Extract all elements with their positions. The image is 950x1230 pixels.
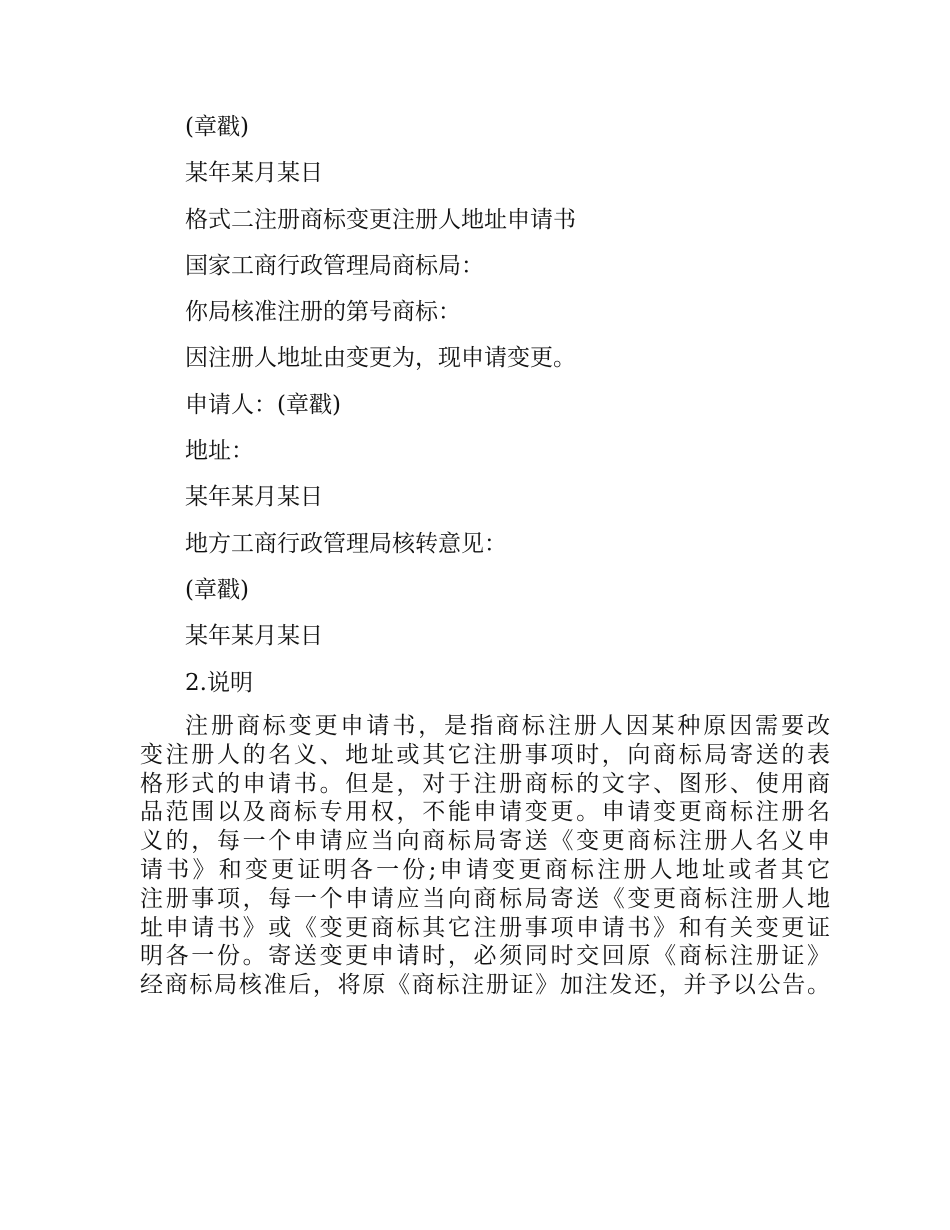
applicant-line: 申请人：(章戳): [185, 391, 341, 418]
addressee-line: 国家工商行政管理局商标局：: [185, 252, 484, 279]
paragraph-line: 格形式的申请书。但是，对于注册商标的文字、图形、使用商: [140, 770, 830, 797]
address-line: 地址：: [185, 438, 254, 465]
seal-line: (章戳): [185, 114, 249, 140]
paragraph-line: 经商标局核准后，将原《商标注册证》加注发还，并予以公告。: [140, 972, 830, 999]
paragraph-line: 注册商标变更申请书，是指商标注册人因某种原因需要改: [185, 713, 830, 739]
paragraph-line: 注册事项，每一个申请应当向商标局寄送《变更商标注册人地: [140, 885, 830, 912]
section-heading: 2.说明: [185, 669, 253, 696]
paragraph-line: 品范围以及商标专用权，不能申请变更。申请变更商标注册名: [140, 799, 830, 826]
paragraph-line: 址申请书》或《变更商标其它注册事项申请书》和有关变更证: [140, 914, 830, 941]
change-reason-line: 因注册人地址由变更为，现申请变更。: [185, 345, 576, 372]
trademark-number-line: 你局核准注册的第号商标：: [185, 299, 461, 326]
date-line: 某年某月某日: [185, 160, 323, 187]
paragraph-line: 明各一份。寄送变更申请时，必须同时交回原《商标注册证》: [140, 943, 830, 970]
date-line: 某年某月某日: [185, 484, 323, 511]
paragraph-line: 请书》和变更证明各一份;申请变更商标注册人地址或者其它: [140, 856, 830, 883]
paragraph-line: 变注册人的名义、地址或其它注册事项时，向商标局寄送的表: [140, 741, 830, 768]
local-bureau-opinion-line: 地方工商行政管理局核转意见：: [185, 530, 507, 557]
date-line: 某年某月某日: [185, 623, 323, 650]
paragraph-line: 义的，每一个申请应当向商标局寄送《变更商标注册人名义申: [140, 828, 830, 855]
form-title: 格式二注册商标变更注册人地址申请书: [185, 206, 576, 233]
explanation-paragraph: [140, 712, 830, 1000]
seal-line: (章戳): [185, 576, 249, 603]
form-lines: [185, 104, 885, 706]
